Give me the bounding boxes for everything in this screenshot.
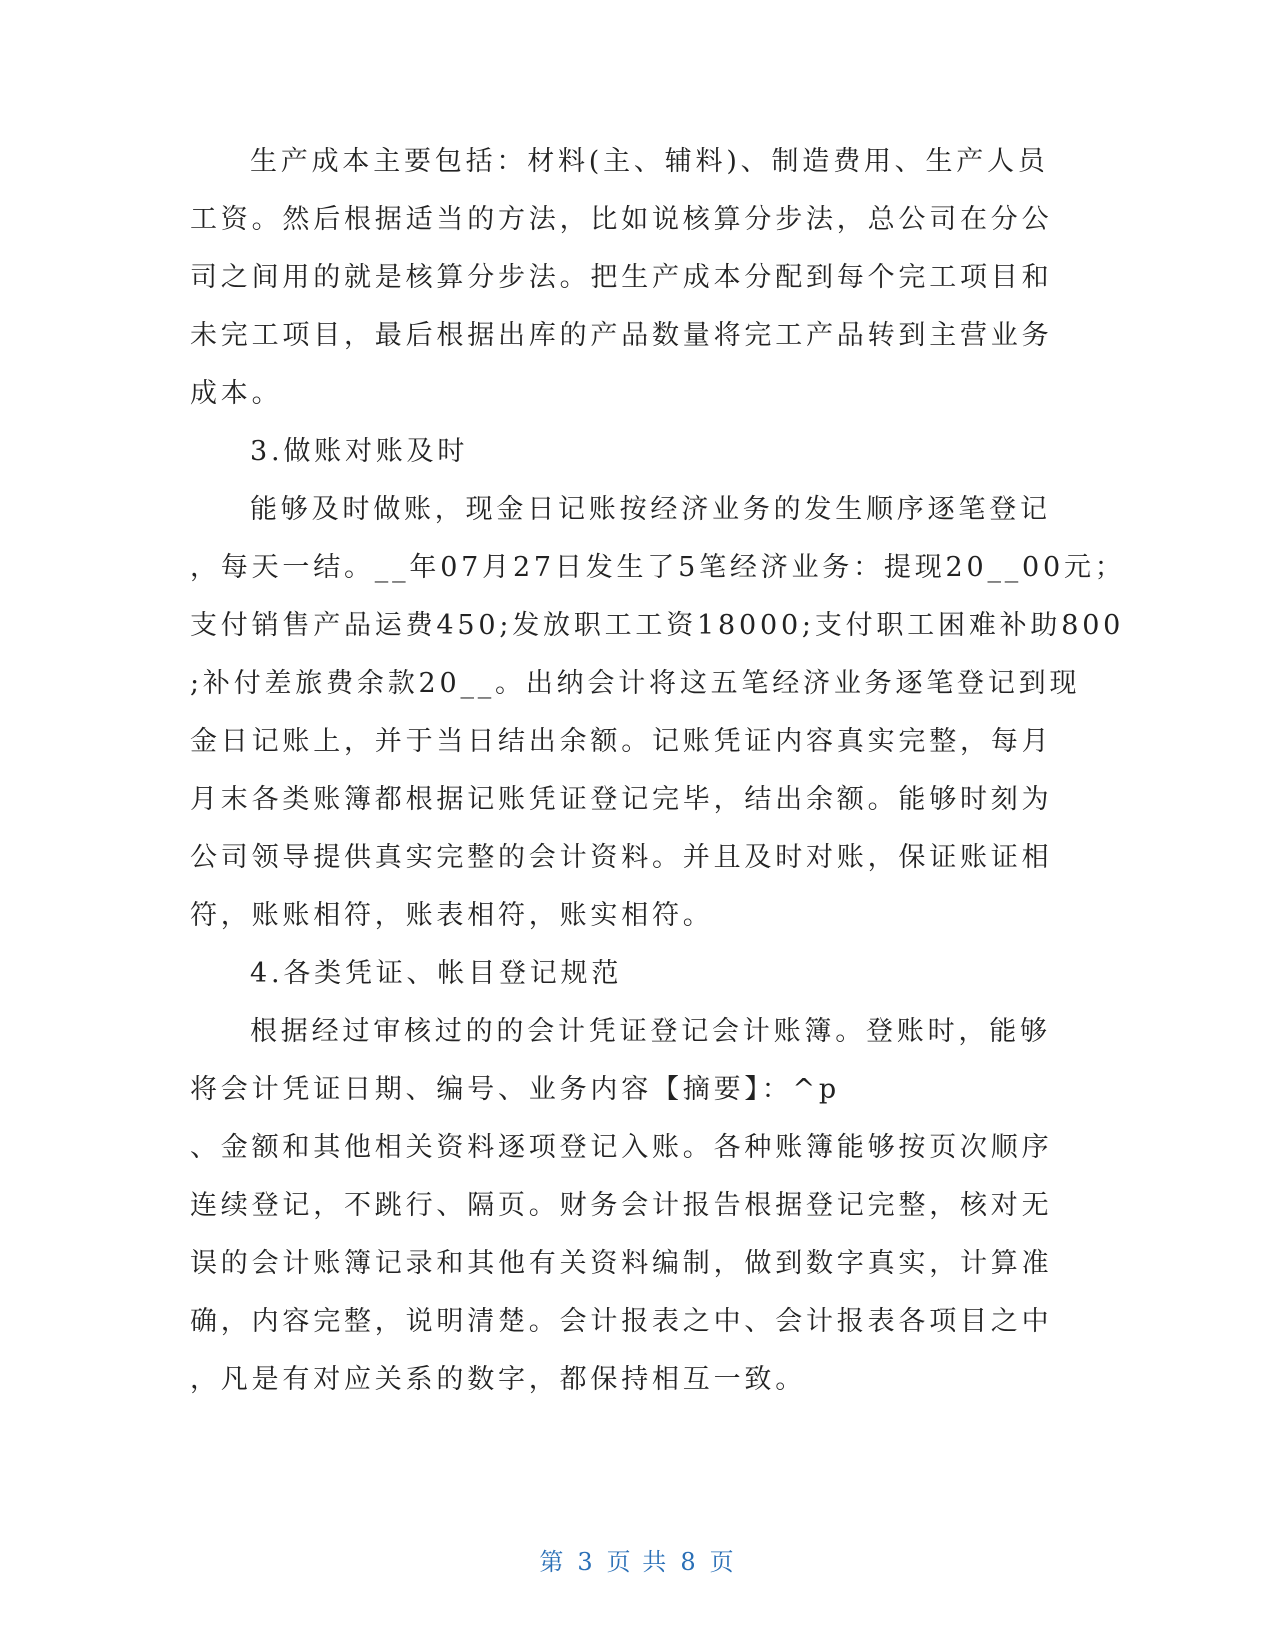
paragraph-line: 公司领导提供真实完整的会计资料。并且及时对账，保证账证相 — [190, 842, 1053, 873]
paragraph-line: 未完工项目，最后根据出库的产品数量将完工产品转到主营业务 — [190, 320, 1053, 351]
paragraph-line: ;补付差旅费余款20__。出纳会计将这五笔经济业务逐笔登记到现 — [190, 668, 1081, 699]
paragraph-line: 误的会计账簿记录和其他有关资料编制，做到数字真实，计算准 — [190, 1248, 1053, 1279]
paragraph-line: 金日记账上，并于当日结出余额。记账凭证内容真实完整，每月 — [190, 726, 1053, 757]
paragraph-line: 月末各类账簿都根据记账凭证登记完毕，结出余额。能够时刻为 — [190, 784, 1053, 815]
total-page-count: 8 — [680, 1548, 698, 1576]
paragraph-line: 根据经过审核过的的会计凭证登记会计账簿。登账时，能够 — [250, 1016, 1051, 1047]
page-footer — [0, 1542, 1275, 1577]
paragraph-line: 确，内容完整，说明清楚。会计报表之中、会计报表各项目之中 — [190, 1306, 1053, 1337]
paragraph-line: 支付销售产品运费450;发放职工工资18000;支付职工困难补助800 — [190, 610, 1125, 641]
paragraph-line: ，每天一结。__年07月27日发生了5笔经济业务：提现20__00元； — [190, 552, 1126, 583]
paragraph-line: 能够及时做账，现金日记账按经济业务的发生顺序逐笔登记 — [250, 494, 1051, 525]
current-page-number: 3 — [577, 1548, 595, 1576]
paragraph-line: 工资。然后根据适当的方法，比如说核算分步法，总公司在分公 — [190, 204, 1053, 235]
paragraph-line: 将会计凭证日期、编号、业务内容【摘要】：^p — [190, 1074, 841, 1105]
paragraph-line: 连续登记，不跳行、隔页。财务会计报告根据登记完整，核对无 — [190, 1190, 1053, 1221]
paragraph-line: ，凡是有对应关系的数字，都保持相互一致。 — [190, 1364, 806, 1395]
paragraph-line: 司之间用的就是核算分步法。把生产成本分配到每个完工项目和 — [190, 262, 1053, 293]
section-heading: 3.做账对账及时 — [250, 436, 469, 467]
paragraph-line: 、金额和其他相关资料逐项登记入账。各种账簿能够按页次顺序 — [190, 1132, 1053, 1163]
footer-prefix: 第 — [539, 1548, 566, 1576]
footer-suffix: 页 — [709, 1548, 736, 1576]
section-heading: 4.各类凭证、帐目登记规范 — [250, 958, 623, 989]
paragraph-line: 成本。 — [190, 378, 283, 409]
paragraph-line: 符，账账相符，账表相符，账实相符。 — [190, 900, 714, 931]
paragraph-line: 生产成本主要包括：材料(主、辅料)、制造费用、生产人员 — [250, 146, 1049, 177]
footer-middle: 页 共 — [606, 1548, 669, 1576]
